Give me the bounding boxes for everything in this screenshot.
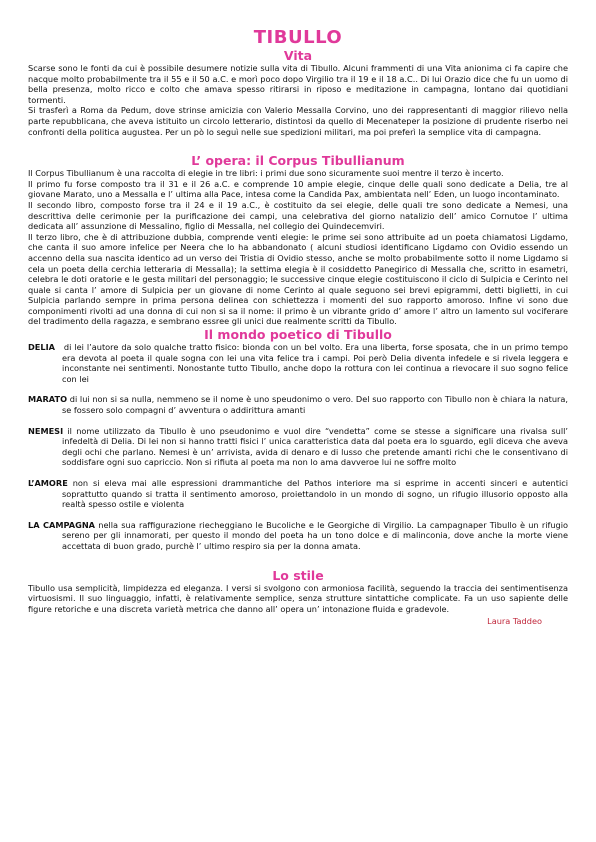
entry-term: L’AMORE — [28, 478, 68, 488]
entry-delia — [28, 342, 568, 384]
entry-term: LA CAMPAGNA — [28, 519, 96, 530]
entry-text: di lei l’autore da solo qualche tratto fisico: bionda con un bel volto. Era una liberta, forse sposata, che in un primo tempo era devota al poeta il quale sogna con lei una vita felice tra i campi. Poi però Delia diventa infedele e si rivela leggera e inconstante nei sentimenti. Nonostante tutto Tibullo, anche dopo la rottura con lei continua a rievocare il suo sogno felice con lei — [62, 342, 568, 384]
section-heading-opera: L’ opera: il Corpus Tibullianum — [191, 153, 405, 169]
opera-paragraph-2: Il primo fu forse composto tra il 31 e il 26 a.C. e comprende 10 ampie elegie, cinque delle quali sono dedicate a Delia, tre al giovane Marato, uno a Messalla e l’ ultima alla Pace, intesa come la Candida Pax, ambientata nell’ Eden, un luogo incontaminato. — [28, 178, 568, 200]
entry-term: NEMESI — [28, 425, 64, 436]
page-title: TIBULLO — [253, 27, 343, 48]
author-signature: Laura Taddeo — [487, 616, 542, 627]
entry-term: MARATO — [28, 394, 68, 405]
entry-term: DELIA — [28, 342, 55, 353]
entry-text: non si eleva mai alle espressioni drammantiche del Pathos interiore ma si esprime in accenti sinceri e autentici soprattutto quando si tratta il sentimento amoroso, proiettandolo in un mondo di sogno, un rifugio illusorio opposto alla realtà spesso ostile e violenta — [62, 478, 569, 510]
entry-amore — [28, 478, 568, 510]
stile-paragraph-1: Tibullo usa semplicità, limpidezza ed eleganza. I versi si svolgono con armoniosa facilità, seguendo la traccia dei sentimentisenza virtuosismi. Il suo linguaggio, infatti, è relativamente semplice, senza strutture sintattiche complicate. Fa un uso sapiente delle figure retoriche e una discreta varietà metrica che danno all’ opera un’ intonazione fluida e gradevole. — [28, 582, 568, 614]
entry-nemesi — [28, 426, 568, 468]
opera-paragraph-3: Il secondo libro, composto forse tra il 24 e il 19 a.C., è costituito da sei elegie, delle quali tre sono dedicate a Nemesi, una descrittiva delle cerimonie per la purificazione dei campi, una celebrativa del giorno natalizio dell’ amico Cornutoe l’ ultima dedicata all’ assunzione di Messalino, figlio di Messalla, nel collegio dei Quindecemviri. — [28, 199, 568, 232]
opera-paragraph-1: Il Corpus Tibullianum è una raccolta di elegie in tre libri: i primi due sono sicuramente suoi mentre il terzo è incerto. — [28, 168, 504, 179]
opera-paragraph-4: Il terzo libro, che è di attribuzione dubbia, comprende venti elegie: le prime sei sono attribuite ad un poeta chiamatosi Ligdamo, che canta il suo amore infelice per Neera che lo ha abbandonato ( alcuni studiosi identificano Ligdamo con Ovidio essendo un accenno della sua nascita identico ad un verso dei Tristia di Ovidio stesso, anche se molto probabilmente sotto il nome Ligdamo si cela un poeta della cerchia letteraria di Messalla); la settima elegia è il cosiddetto Panegirico di Messalla che, scritto in esametri, celebra le doti oratorie e le gesta militari del personaggio; le successive cinque elegie costituiscono il ciclo di Sulpicia e Cerinto nel quale si canta l’ amore di Sulpicia per un giovane di nome Cerinto al quale seguono sei brevi epigrammi, detti biglietti, in cui Sulpicia parlando sempre in prima persona delinea con schiettezza i momenti del suo rapporto amoroso. Infine vi sono due componimenti rivolti ad una donna di cui non si sa il nome: il primo è un vibrante grido d’ amore l’ altro un lamento sul vociferare del tradimento della ragazza, e sembrano essree gli unici due realmente scritti da Tibullo. — [28, 231, 568, 327]
document-page — [28, 28, 568, 627]
section-heading-stile: Lo stile — [272, 567, 324, 583]
entry-text: nella sua raffigurazione riecheggiano le Bucoliche e le Georgiche di Virgilio. La campagnaper Tibullo è un rifugio sereno per gli innamorati, per questo il mondo del poeta ha un tono dolce e di malinconia, dove anche la morte viene accettata di buon grado, purchè l’ ultimo respiro sia per la donna amata. — [62, 519, 569, 551]
vita-paragraph-2: Si trasferì a Roma da Pedum, dove strinse amicizia con Valerio Messalla Corvino, uno dei rappresentanti di maggior rilievo nella parte repubblicana, che aveva istituito un circolo letterario, distintosi da quello di Mecenateper la posizione di prudente riserbo nei confronti della politica augustea. Per un pò lo seguì nelle sue spedizioni militari, ma poi preferì la semplice vita di campagna. — [28, 105, 568, 137]
entry-campagna — [28, 520, 568, 552]
entry-marato — [28, 394, 568, 415]
section-heading-mondo: Il mondo poetico di Tibullo — [204, 327, 392, 343]
entry-text: di lui non si sa nulla, nemmeno se il nome è uno speudonimo o vero. Del suo rapporto con Tibullo non è chiara la natura, se fossero solo compagni d’ avventura o addirittura amanti — [62, 394, 568, 416]
section-heading-vita: Vita — [283, 48, 313, 63]
entry-text: il nome utilizzato da Tibullo è uno pseudonimo e vuol dire “vendetta” come se stesse a significare una rivalsa sull’ infedeltà di Delia. Di lei non si hanno tratti fisici l’ unica caratteristica data dal poeta era lo sguardo, egli diceva che aveva degli ochi che parlano. Nemesi è un’ arrivista, avida di denaro e di lusso che pretende amanti richi che le consentivano di soddisfare ogni suo capriccio. Non si rifiuta al poeta ma non lo ama davveroe lui ne soffre molto — [62, 425, 569, 468]
vita-paragraph-1: Scarse sono le fonti da cui è possibile desumere notizie sulla vita di Tibullo. Alcuni frammenti di una Vita anionima ci fa capire che nacque molto probabilmente tra il 55 e il 50 a.C. e morì poco dopo Virgilio tra il 19 e il 18 a.C.. Di lui Orazio dice che fu un uomo di bella presenza, molto ricco e colto che amava spesso ritirarsi in riposo e meditazione in campagna, lontano dai quotidiani tormenti. — [28, 63, 568, 105]
